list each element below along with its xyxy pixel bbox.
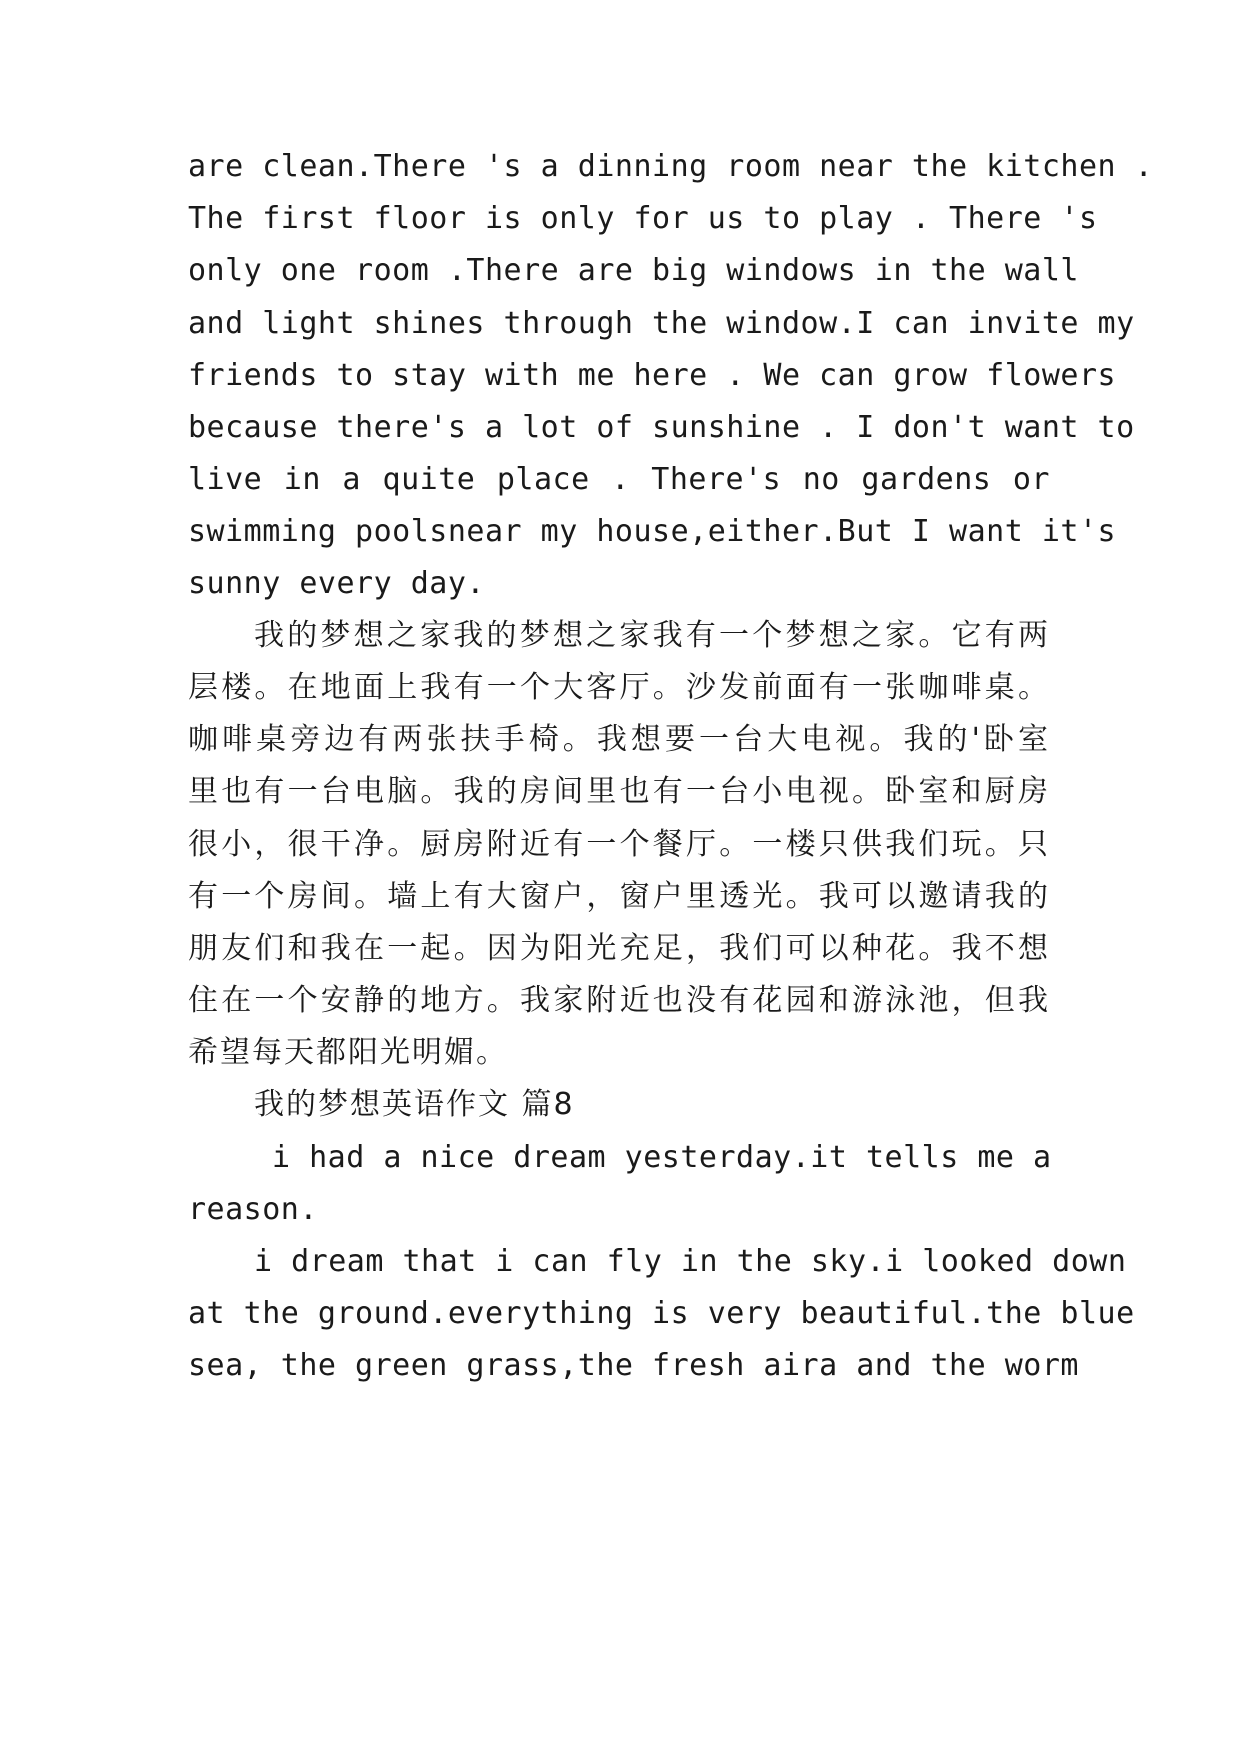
text-line: swimming poolsnear my house,either.But I want it's bbox=[188, 514, 1117, 549]
text-line: 朋友们和我在一起。因为阳光充足，我们可以种花。我不想 bbox=[188, 931, 1050, 966]
text-line: because there's a lot of sunshine . I don't want to bbox=[188, 410, 1135, 445]
text-line: 有一个房间。墙上有大窗户，窗户里透光。我可以邀请我的 bbox=[188, 879, 1050, 914]
text-line: i had a nice dream yesterday.it tells me a bbox=[272, 1140, 1052, 1175]
text-line: The first floor is only for us to play . There 's bbox=[188, 201, 1098, 236]
text-line: and light shines through the window.I can invite my bbox=[188, 306, 1135, 341]
text-line: friends to stay with me here . We can grow flowers bbox=[188, 358, 1117, 393]
text-line: are clean.There 's a dinning room near the kitchen . bbox=[188, 149, 1154, 184]
text-line: 住在一个安静的地方。我家附近也没有花园和游泳池，但我 bbox=[188, 983, 1050, 1018]
text-line: sunny every day. bbox=[188, 566, 485, 601]
text-line: 很小，很干净。厨房附近有一个餐厅。一楼只供我们玩。只 bbox=[188, 827, 1050, 862]
text-line: only one room .There are big windows in the wall bbox=[188, 253, 1079, 288]
text-line: i dream that i can fly in the sky.i looked down bbox=[254, 1244, 1127, 1279]
text-line: 咖啡桌旁边有两张扶手椅。我想要一台大电视。我的'卧室 bbox=[188, 722, 1050, 757]
text-line: live in a quite place . There's no gardens or bbox=[188, 462, 1050, 497]
text-line: 希望每天都阳光明媚。 bbox=[188, 1035, 508, 1070]
text-line: at the ground.everything is very beautiful.the blue bbox=[188, 1296, 1135, 1331]
section-heading: 我的梦想英语作文 篇8 bbox=[254, 1087, 575, 1122]
text-line: reason. bbox=[188, 1192, 318, 1227]
text-line: 层楼。在地面上我有一个大客厅。沙发前面有一张咖啡桌。 bbox=[188, 670, 1050, 705]
text-line: 我的梦想之家我的梦想之家我有一个梦想之家。它有两 bbox=[254, 618, 1050, 653]
text-line: sea, the green grass,the fresh aira and the worm bbox=[188, 1348, 1079, 1383]
text-line: 里也有一台电脑。我的房间里也有一台小电视。卧室和厨房 bbox=[188, 774, 1050, 809]
